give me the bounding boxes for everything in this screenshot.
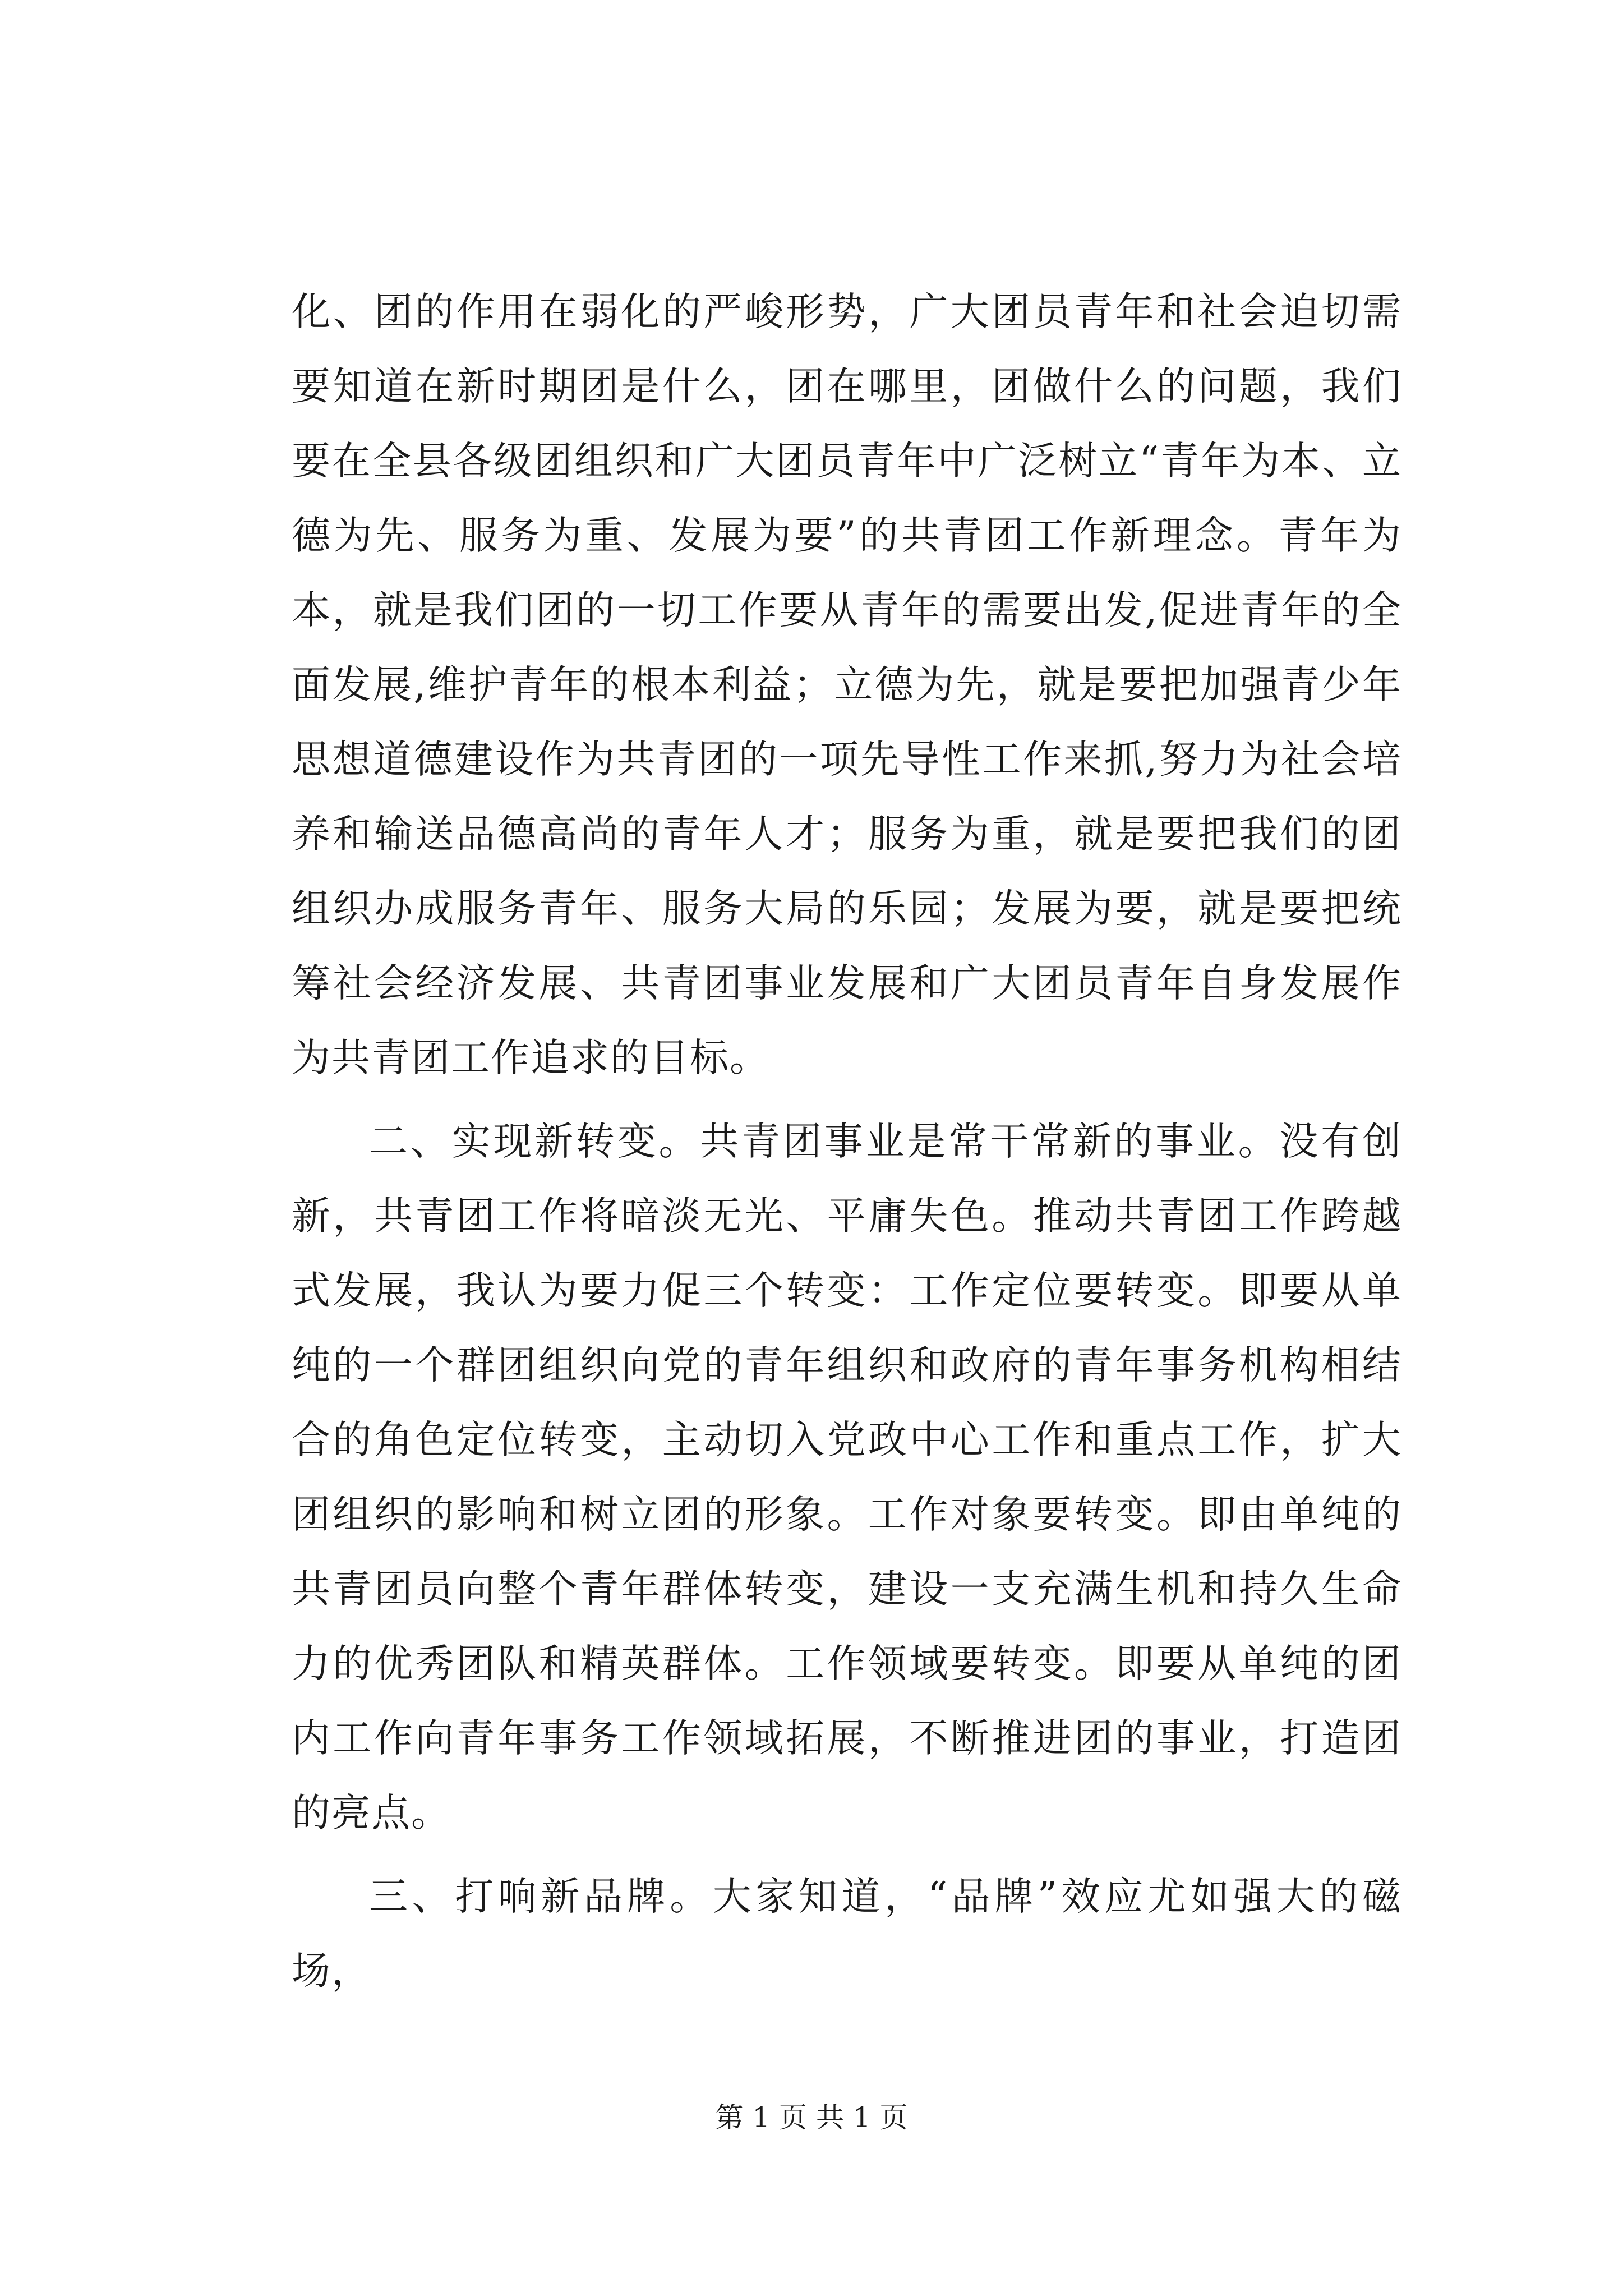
document-body xyxy=(292,275,1402,2018)
page-number-footer: 第 1 页 共 1 页 xyxy=(715,2101,908,2134)
paragraph-continuation: 化、团的作用在弱化的严峻形势，广大团员青年和社会迫切需要知道在新时期团是什么，团在哪里，团做什么的问题，我们要在全县各级团组织和广大团员青年中广泛树立“青年为本、立德为先、服务为重、发展为要”的共青团工作新理念。青年为本，就是我们团的一切工作要从青年的需要出发,促进青年的全面发展,维护青年的根本利益；立德为先，就是要把加强青少年思想道德建设作为共青团的一项先导性工作来抓,努力为社会培养和输送品德高尚的青年人才；服务为重，就是要把我们的团组织办成服务青年、服务大局的乐园；发展为要，就是要把统筹社会经济发展、共青团事业发展和广大团员青年自身发展作为共青团工作追求的目标。 xyxy=(292,289,1402,1080)
paragraph-section-two: 二、实现新转变。共青团事业是常干常新的事业。没有创新，共青团工作将暗淡无光、平庸失色。推动共青团工作跨越式发展，我认为要力促三个转变：工作定位要转变。即要从单纯的一个群团组织向党的青年组织和政府的青年事务机构相结合的角色定位转变，主动切入党政中心工作和重点工作，扩大团组织的影响和树立团的形象。工作对象要转变。即由单纯的共青团员向整个青年群体转变，建设一支充满生机和持久生命力的优秀团队和精英群体。工作领域要转变。即要从单纯的团内工作向青年事务工作领域拓展，不断推进团的事业，打造团的亮点。 xyxy=(292,1119,1402,1835)
paragraph-section-three: 三、打响新品牌。大家知道，“品牌”效应尤如强大的磁场， xyxy=(292,1874,1402,1994)
